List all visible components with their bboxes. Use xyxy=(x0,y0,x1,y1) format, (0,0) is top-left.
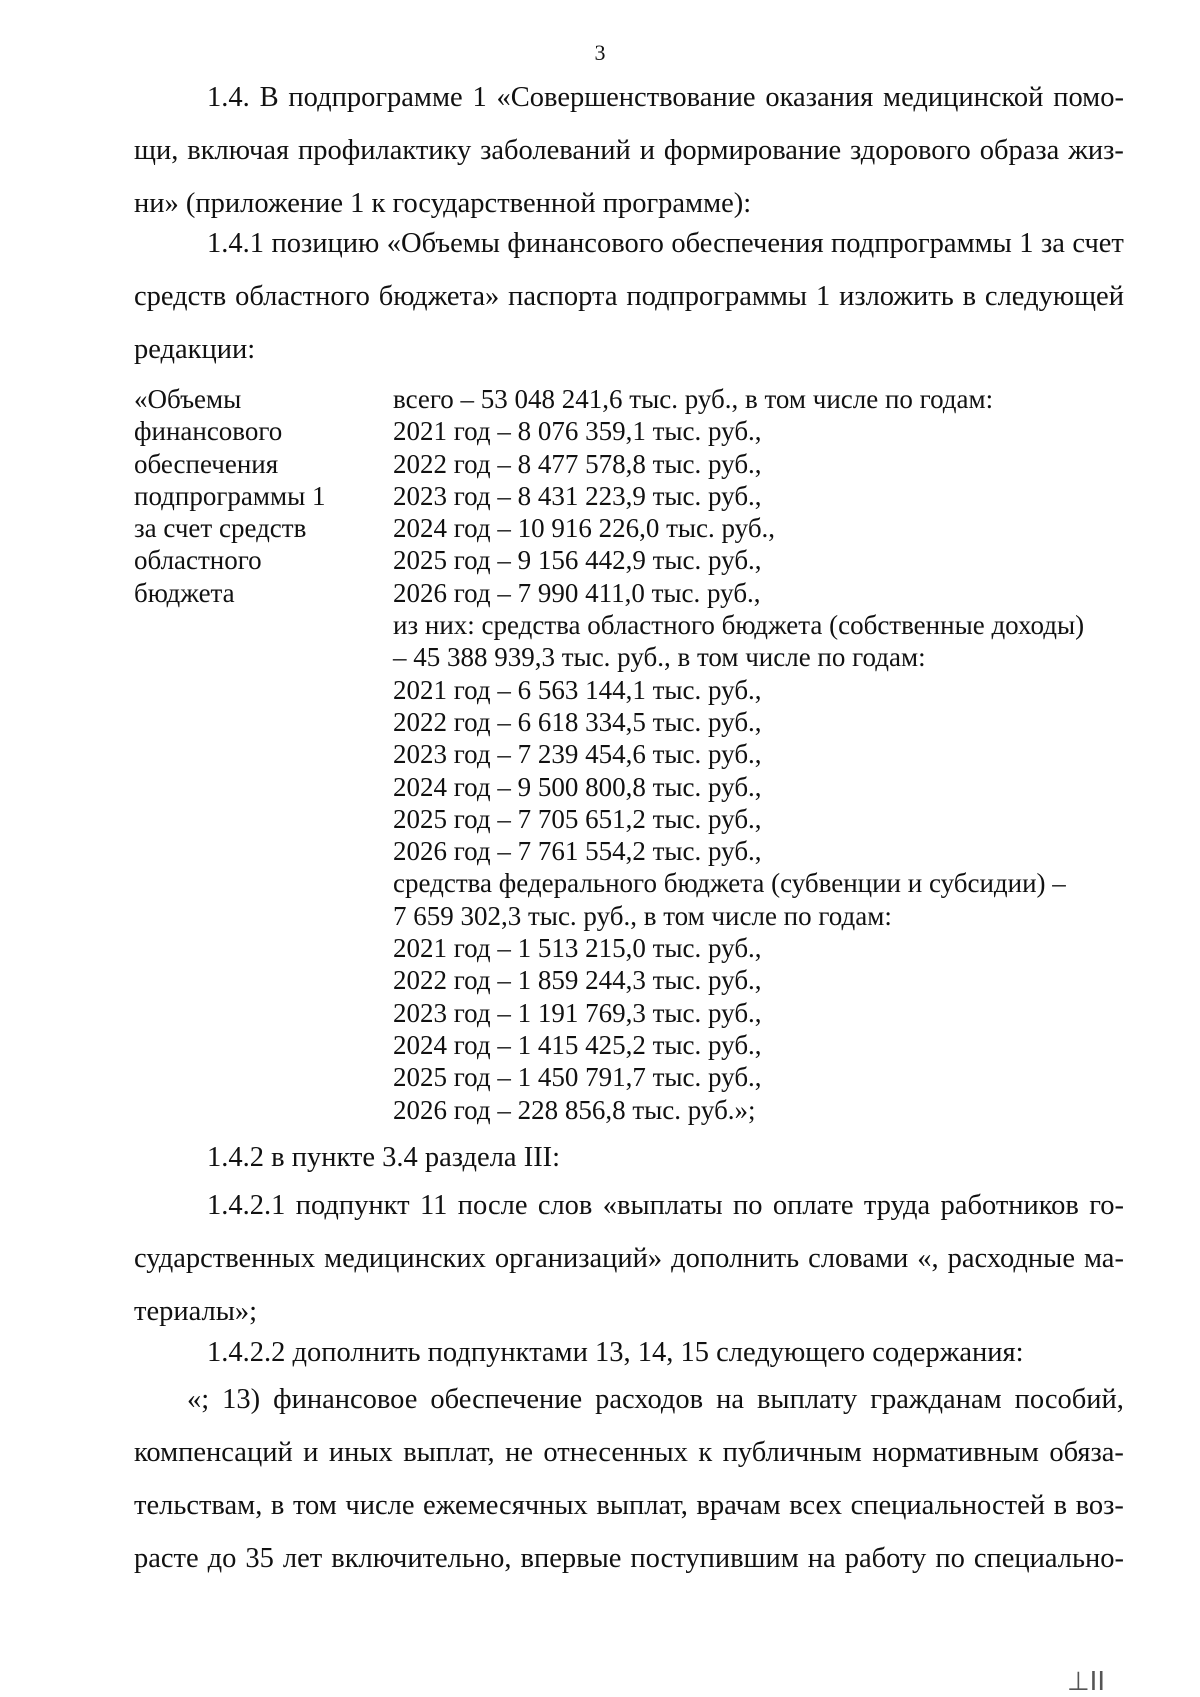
table-left-line: бюджета xyxy=(134,577,235,608)
text-line: редакции: xyxy=(134,334,256,365)
table-right-line: 2025 год – 1 450 791,7 тыс. руб., xyxy=(393,1062,762,1093)
table-right-line: 2021 год – 6 563 144,1 тыс. руб., xyxy=(393,674,762,705)
justified-line: тельствам, в том числе ежемесячных выплат, врачам всех специальностей в воз- xyxy=(134,1490,1124,1521)
justified-line: расте до 35 лет включительно, впервые поступившим на работу по специально- xyxy=(134,1543,1124,1574)
text-line xyxy=(207,1190,1124,1222)
text-line xyxy=(134,281,1124,313)
table-right-line: – 45 388 939,3 тыс. руб., в том числе по годам: xyxy=(393,642,926,673)
table-right-line: 2022 год – 8 477 578,8 тыс. руб., xyxy=(393,448,762,479)
table-left-line: областного xyxy=(134,545,262,576)
table-right-line: средства федерального бюджета (субвенции и субсидии) – xyxy=(393,868,1066,899)
table-right-line: 2023 год – 1 191 769,3 тыс. руб., xyxy=(393,997,762,1028)
table-right-line: 2024 год – 10 916 226,0 тыс. руб., xyxy=(393,513,776,544)
justified-line: 1.4.2.1 подпункт 11 после слов «выплаты по оплате труда работников го- xyxy=(207,1190,1124,1221)
text-line xyxy=(134,1437,1124,1469)
justified-line: 1.4. В подпрограмме 1 «Совершенствование оказания медицинской помо- xyxy=(207,82,1124,113)
table-left-line: финансового xyxy=(134,416,283,447)
justified-line: сударственных медицинских организаций» дополнить словами «, расходные ма- xyxy=(134,1243,1124,1274)
justified-line: «; 13) финансовое обеспечение расходов на выплату гражданам пособий, xyxy=(187,1384,1124,1415)
text-line: 1.4.2.2 дополнить подпунктами 13, 14, 15 следующего содержания: xyxy=(207,1337,1024,1368)
text-line xyxy=(134,1243,1124,1275)
text-line: ни» (приложение 1 к государственной программе): xyxy=(134,188,752,219)
table-right-line: 2023 год – 7 239 454,6 тыс. руб., xyxy=(393,739,762,770)
text-line xyxy=(134,1490,1124,1522)
table-right-line: 2022 год – 1 859 244,3 тыс. руб., xyxy=(393,965,762,996)
justified-line: компенсаций и иных выплат, не отнесенных к публичным нормативным обяза- xyxy=(134,1437,1124,1468)
margin-mark: ⊥II xyxy=(1067,1667,1105,1697)
table-left-line: обеспечения xyxy=(134,448,279,479)
text-line xyxy=(134,135,1124,167)
text-line xyxy=(187,1384,1124,1416)
text-line xyxy=(207,82,1124,114)
text-line: териалы»; xyxy=(134,1296,258,1327)
justified-line: 1.4.1 позицию «Объемы финансового обеспечения подпрограммы 1 за счет xyxy=(207,228,1124,259)
table-right-line: 2026 год – 228 856,8 тыс. руб.»; xyxy=(393,1094,756,1125)
table-right-line: 2023 год – 8 431 223,9 тыс. руб., xyxy=(393,480,762,511)
justified-line: средств областного бюджета» паспорта подпрограммы 1 изложить в следующей xyxy=(134,281,1124,312)
table-right-line: всего – 53 048 241,6 тыс. руб., в том числе по годам: xyxy=(393,384,994,414)
table-left-line: подпрограммы 1 xyxy=(134,480,326,511)
table-right-line: 2022 год – 6 618 334,5 тыс. руб., xyxy=(393,706,762,737)
table-right-line: 2021 год – 1 513 215,0 тыс. руб., xyxy=(393,933,762,964)
table-right-line: 2024 год – 9 500 800,8 тыс. руб., xyxy=(393,771,762,802)
justified-line: щи, включая профилактику заболеваний и формирование здорового образа жиз- xyxy=(134,135,1124,166)
table-left-column xyxy=(134,383,325,609)
text-line xyxy=(207,228,1124,260)
table-right-line: 2026 год – 7 990 411,0 тыс. руб., xyxy=(393,577,761,608)
table-right-line: 2025 год – 9 156 442,9 тыс. руб., xyxy=(393,545,762,576)
table-right-line: из них: средства областного бюджета (собственные доходы) xyxy=(393,610,1085,641)
page-number: 3 xyxy=(594,40,606,65)
table-right-column xyxy=(393,383,1084,1126)
text-line: 1.4.2 в пункте 3.4 раздела III: xyxy=(207,1142,561,1173)
table-right-line: 7 659 302,3 тыс. руб., в том числе по годам: xyxy=(393,900,892,931)
table-right-line: 2021 год – 8 076 359,1 тыс. руб., xyxy=(393,416,762,447)
table-right-line: 2026 год – 7 761 554,2 тыс. руб., xyxy=(393,836,762,867)
table-right-line: 2024 год – 1 415 425,2 тыс. руб., xyxy=(393,1029,762,1060)
table-left-line: за счет средств xyxy=(134,513,307,544)
table-left-line: «Объемы xyxy=(134,384,242,414)
table-right-line: 2025 год – 7 705 651,2 тыс. руб., xyxy=(393,803,762,834)
text-line xyxy=(134,1543,1124,1575)
